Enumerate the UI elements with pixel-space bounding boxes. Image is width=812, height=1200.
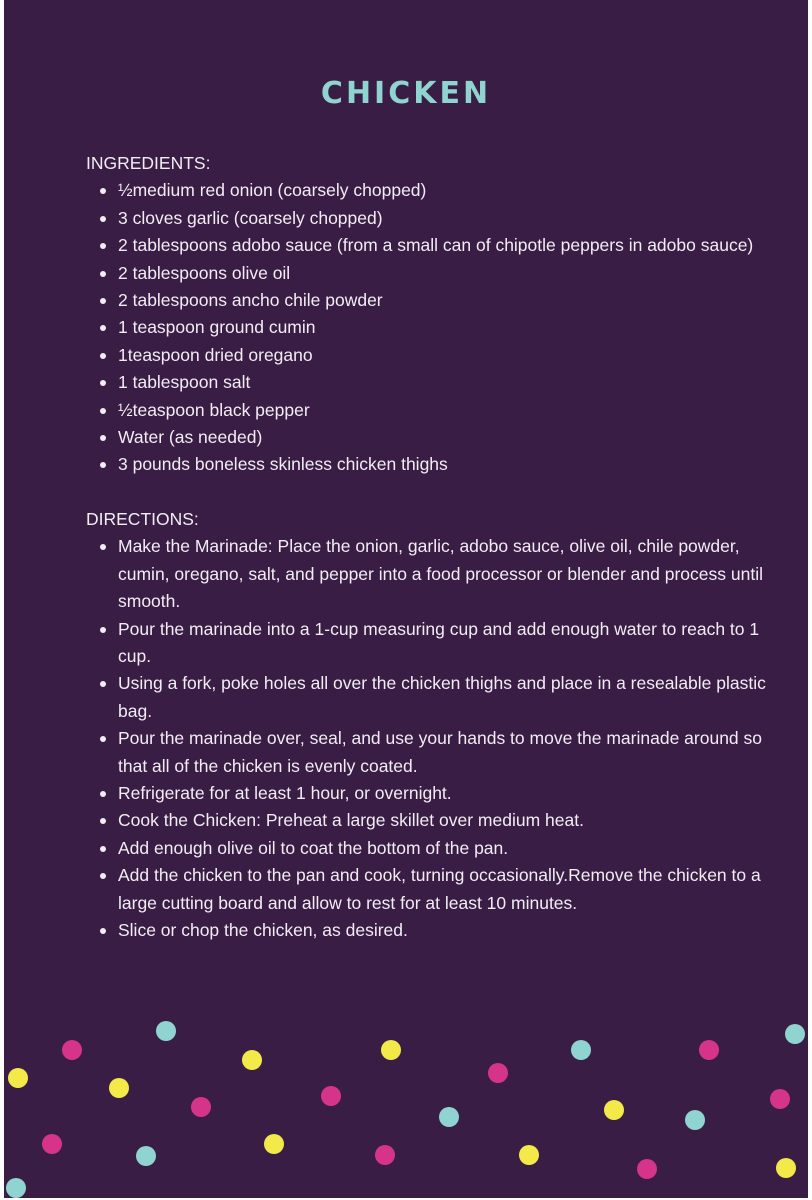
direction-step: Refrigerate for at least 1 hour, or overnight.: [118, 780, 776, 807]
pink-dot: [191, 1097, 211, 1117]
recipe-card: [4, 0, 808, 1198]
pink-dot: [62, 1040, 82, 1060]
ingredient-item: 1 tablespoon salt: [118, 369, 776, 396]
recipe-content: [86, 150, 776, 944]
direction-step: Using a fork, poke holes all over the chicken thighs and place in a resealable plastic bag.: [118, 670, 776, 725]
ingredient-item: 3 cloves garlic (coarsely chopped): [118, 205, 776, 232]
teal-dot: [571, 1040, 591, 1060]
section-spacer: [86, 479, 776, 506]
yellow-dot: [519, 1145, 539, 1165]
ingredient-item: ½medium red onion (coarsely chopped): [118, 177, 776, 204]
yellow-dot: [604, 1100, 624, 1120]
pink-dot: [699, 1040, 719, 1060]
ingredient-item: ½teaspoon black pepper: [118, 397, 776, 424]
yellow-dot: [242, 1050, 262, 1070]
direction-step: Add enough olive oil to coat the bottom of the pan.: [118, 835, 776, 862]
pink-dot: [321, 1086, 341, 1106]
direction-step: Add the chicken to the pan and cook, turning occasionally.Remove the chicken to a large cutting board and allow to rest for at least 10 minutes.: [118, 862, 776, 917]
yellow-dot: [8, 1068, 28, 1088]
yellow-dot: [381, 1040, 401, 1060]
pink-dot: [42, 1134, 62, 1154]
directions-list: [86, 533, 776, 944]
teal-dot: [136, 1146, 156, 1166]
ingredient-item: 1 teaspoon ground cumin: [118, 314, 776, 341]
pink-dot: [770, 1089, 790, 1109]
recipe-title: CHICKEN: [320, 76, 492, 111]
direction-step: Slice or chop the chicken, as desired.: [118, 917, 776, 944]
direction-step: Cook the Chicken: Preheat a large skillet over medium heat.: [118, 807, 776, 834]
teal-dot: [439, 1107, 459, 1127]
teal-dot: [156, 1021, 176, 1041]
ingredient-item: 1teaspoon dried oregano: [118, 342, 776, 369]
ingredient-item: 2 tablespoons ancho chile powder: [118, 287, 776, 314]
teal-dot: [685, 1110, 705, 1130]
direction-step: Pour the marinade into a 1-cup measuring cup and add enough water to reach to 1 cup.: [118, 616, 776, 671]
ingredient-item: 2 tablespoons olive oil: [118, 260, 776, 287]
pink-dot: [637, 1159, 657, 1179]
ingredients-list: [86, 177, 776, 478]
pink-dot: [488, 1063, 508, 1083]
teal-dot: [6, 1178, 26, 1198]
directions-heading: DIRECTIONS:: [86, 508, 199, 529]
ingredient-item: Water (as needed): [118, 424, 776, 451]
direction-step: Make the Marinade: Place the onion, garlic, adobo sauce, olive oil, chile powder, cumin, oregano, salt, and pepper into a food processor or blender and process until smooth.: [118, 533, 776, 615]
teal-dot: [785, 1024, 805, 1044]
yellow-dot: [109, 1078, 129, 1098]
direction-step: Pour the marinade over, seal, and use your hands to move the marinade around so that all of the chicken is evenly coated.: [118, 725, 776, 780]
yellow-dot: [776, 1158, 796, 1178]
ingredient-item: 3 pounds boneless skinless chicken thighs: [118, 451, 776, 478]
ingredients-heading: INGREDIENTS:: [86, 153, 211, 173]
pink-dot: [375, 1145, 395, 1165]
yellow-dot: [264, 1134, 284, 1154]
ingredient-item: 2 tablespoons adobo sauce (from a small can of chipotle peppers in adobo sauce): [118, 232, 776, 259]
